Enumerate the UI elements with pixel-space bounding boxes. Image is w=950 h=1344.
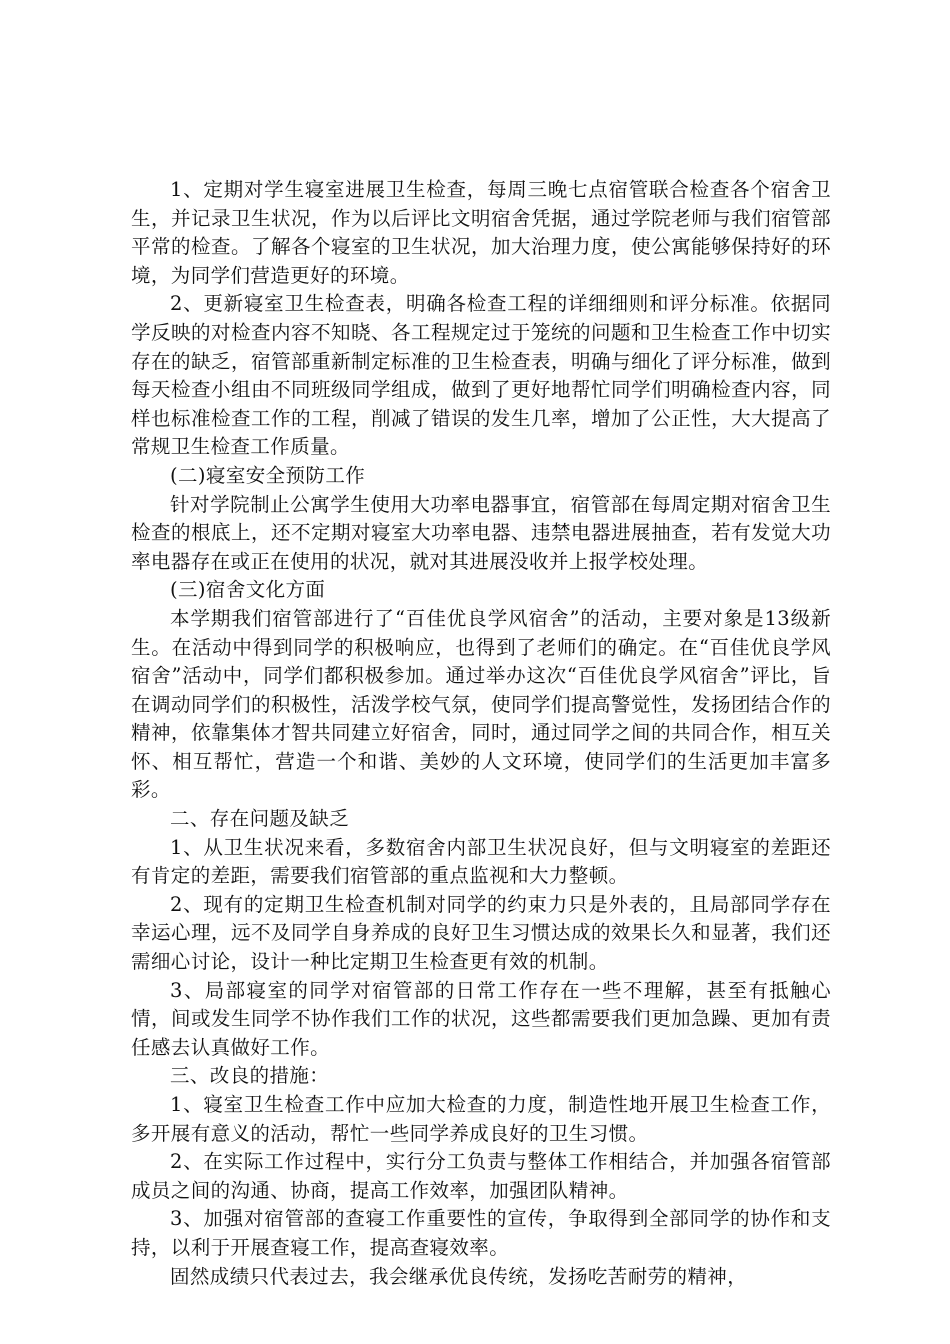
document-body — [131, 176, 831, 1291]
paragraph-inspection-form: 2、更新寝室卫生检查表，明确各检查工程的详细细则和评分标准。依据同学反映的对检查内容不知晓、各工程规定过于笼统的问题和卫生检查工作中切实存在的缺乏，宿管部重新制定标准的卫生检查表，明确与细化了评分标准，做到每天检查小组由不同班级同学组成，做到了更好地帮忙同学们明确检查内容，同样也标准检查工作的工程，削减了错误的发生几率，增加了公正性，大大提高了常规卫生检查工作质量。 — [131, 292, 831, 459]
paragraph-improvement-3: 3、加强对宿管部的查寝工作重要性的宣传，争取得到全部同学的协作和支持，以利于开展查寝工作，提高查寝效率。 — [131, 1207, 831, 1259]
paragraph-closing: 固然成绩只代表过去，我会继承优良传统，发扬吃苦耐劳的精神， — [170, 1264, 748, 1288]
paragraph-problem-1: 1、从卫生状况来看，多数宿舍内部卫生状况良好，但与文明寝室的差距还有肯定的差距，需要我们宿管部的重点监视和大力整顿。 — [131, 835, 831, 888]
paragraph-appliance-check: 针对学院制止公寓学生使用大功率电器事宜，宿管部在每周定期对宿舍卫生检查的根底上，还不定期对寝室大功率电器、违禁电器进展抽查，若有发觉大功率电器存在或正在使用的状况，就对其进展没收并上报学校处理。 — [131, 492, 831, 573]
heading-problems: 二、存在问题及缺乏 — [170, 807, 350, 831]
paragraph-problem-2: 2、现有的定期卫生检查机制对同学的约束力只是外表的，且局部同学存在幸运心理，远不及同学自身养成的良好卫生习惯达成的效果长久和显著，我们还需细心讨论，设计一种比定期卫生检查更有效的机制。 — [131, 892, 831, 974]
paragraph-inspection-schedule: 1、定期对学生寝室进展卫生检查，每周三晚七点宿管联合检查各个宿舍卫生，并记录卫生状况，作为以后评比文明宿舍凭据，通过学院老师与我们宿管部平常的检查。了解各个寝室的卫生状况，加大治理力度，使公寓能够保持好的环境，为同学们营造更好的环境。 — [131, 178, 831, 287]
paragraph-problem-3: 3、局部寝室的同学对宿管部的日常工作存在一些不理解，甚至有抵触心情，间或发生同学不协作我们工作的状况，这些都需要我们更加急躁、更加有责任感去认真做好工作。 — [131, 978, 831, 1059]
paragraph-improvement-2: 2、在实际工作过程中，实行分工负责与整体工作相结合，并加强各宿管部成员之间的沟通、协商，提高工作效率，加强团队精神。 — [131, 1150, 831, 1202]
paragraph-improvement-1: 1、寝室卫生检查工作中应加大检查的力度，制造性地开展卫生检查工作，多开展有意义的活动，帮忙一些同学养成良好的卫生习惯。 — [131, 1093, 831, 1145]
heading-dorm-culture: (三)宿舍文化方面 — [170, 578, 326, 602]
paragraph-dorm-activity: 本学期我们宿管部进行了“百佳优良学风宿舍”的活动，主要对象是13级新生。在活动中得到同学的积极响应，也得到了老师们的确定。在“百佳优良学风宿舍”活动中，同学们都积极参加。通过举办这次“百佳优良学风宿舍”评比，旨在调动同学们的积极性，活泼学校气氛，使同学们提高警觉性，发扬团结合作的精神，依靠集体才智共同建立好宿舍，同时，通过同学之间的共同合作，相互关怀、相互帮忙，营造一个和谐、美妙的人文环境，使同学们的生活更加丰富多彩。 — [131, 606, 831, 802]
heading-safety-prevention: (二)寝室安全预防工作 — [170, 463, 366, 487]
heading-improvements: 三、改良的措施： — [170, 1064, 330, 1088]
